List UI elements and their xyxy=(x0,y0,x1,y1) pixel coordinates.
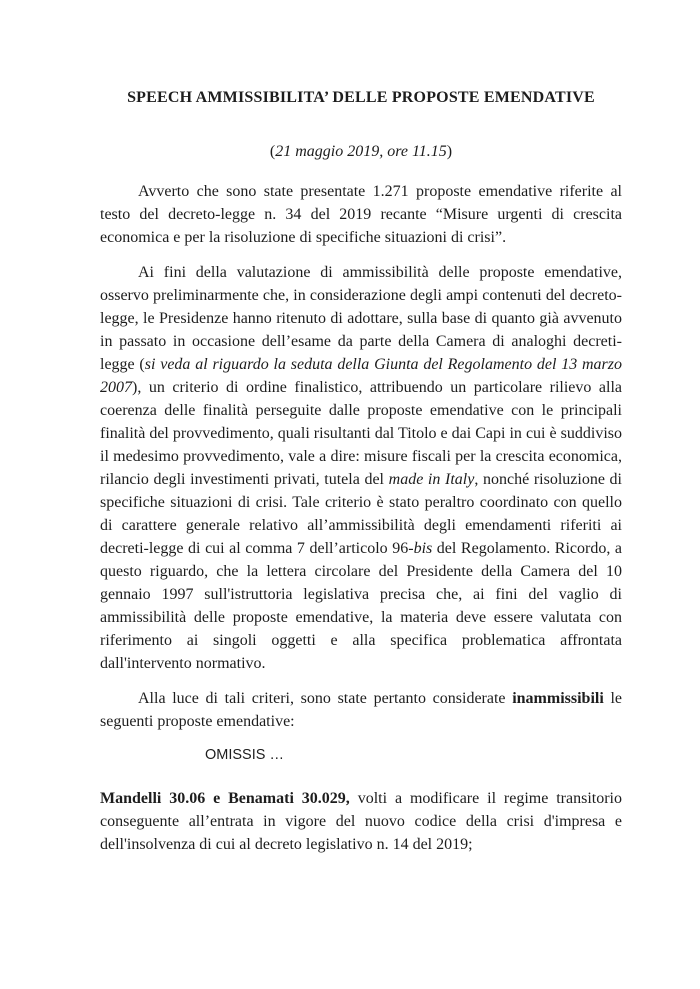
text-run: Alla luce di tali criteri, sono state pertanto considerate xyxy=(138,690,513,707)
paragraph-criteri-ammissibilita xyxy=(100,261,622,675)
text-run: ), un criterio di ordine finalistico, attribuendo un particolare rilievo alla coerenza delle finalità perseguite dalle proposte emendative con le principali finalità del provvedimento, quali risultanti dal Titolo e dai Capi in cui è suddiviso il medesimo provvedimento, vale a dire: misure fiscali per la crescita economica, rilancio degli investimenti privati, tutela del xyxy=(100,379,622,488)
text-run: Ai fini della valutazione di ammissibilità delle proposte emendative, osservo preliminarmente che, in considerazione degli ampi contenuti del decreto-legge, le Presidenze hanno ritenuto di adottare, sulla base di quanto già avvenuto in passato in occasione dell’esame da parte della Camera di analoghi decreti-legge ( xyxy=(100,264,622,373)
text-run: del Regolamento. Ricordo, a questo riguardo, che la lettera circolare del Presidente della Camera del 10 gennaio 1997 sull'istruttoria legislativa precisa che, ai fini del vaglio di ammissibilità delle proposte emendative, la materia deve essere valutata con riferimento ai singoli oggetti e alla specifica problematica affrontata dall'intervento normativo. xyxy=(100,540,622,672)
paragraph-mandelli-benamati xyxy=(100,787,622,856)
paragraph-alla-luce xyxy=(100,687,622,733)
text-run: Avverto che sono state presentate 1.271 proposte emendative riferite al testo del decreto-legge n. 34 del 2019 recante “Misure urgenti di crescita economica e per la risoluzione di specifiche situazioni di crisi”. xyxy=(100,183,622,246)
text-run: inammissibili xyxy=(512,690,604,707)
document-dateline xyxy=(100,143,622,161)
text-run: volti a modificare il regime transitorio conseguente all’entrata in vigore del nuovo codice della crisi d'impresa e dell'insolvenza di cui al decreto legislativo n. 14 del 2019; xyxy=(100,790,623,853)
text-run: , nonché risoluzione di specifiche situazioni di crisi. Tale criterio è stato peraltro coordinato con quello di carattere generale relativo all’ammissibilità degli emendamenti riferiti ai decreti-legge di cui al comma 7 dell’articolo 96- xyxy=(100,471,622,557)
text-run: bis xyxy=(413,540,433,557)
text-run: si veda al riguardo la seduta della Giunta del Regolamento del 13 marzo 2007 xyxy=(100,356,622,396)
text-run: ) xyxy=(446,143,453,160)
text-run: made in Italy xyxy=(388,471,475,488)
document-title: SPEECH AMMISSIBILITA’ DELLE PROPOSTE EMENDATIVE xyxy=(127,89,595,106)
text-run: ( xyxy=(269,143,276,160)
text-run: Mandelli 30.06 e Benamati 30.029, xyxy=(100,790,350,807)
paragraph-avverto xyxy=(100,180,622,249)
text-run: 21 maggio 2019, ore 11.15 xyxy=(275,143,447,160)
omissis-marker: OMISSIS … xyxy=(205,747,284,763)
text-run: le seguenti proposte emendative: xyxy=(100,690,623,730)
